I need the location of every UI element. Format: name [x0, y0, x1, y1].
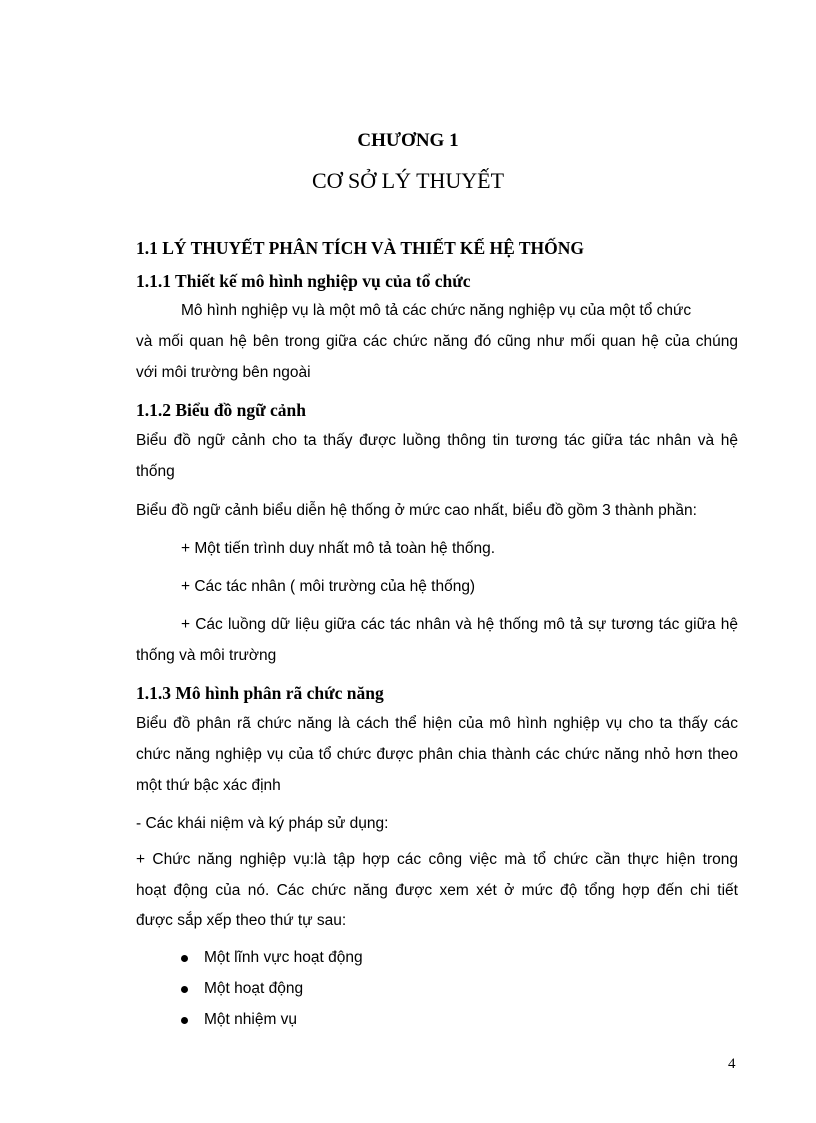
paragraph-line: với môi trường bên ngoài	[136, 364, 311, 381]
chapter-title: CƠ SỞ LÝ THUYẾT	[311, 168, 505, 193]
bullet-icon	[181, 986, 188, 993]
paragraph-line: - Các khái niệm và ký pháp sử dụng:	[136, 815, 389, 832]
list-item-continuation: thống và môi trường	[136, 647, 277, 664]
chapter-number: CHƯƠNG 1	[357, 130, 459, 151]
section-1-1-3-heading: 1.1.3 Mô hình phân rã chức năng	[136, 683, 384, 703]
list-item: + Một tiến trình duy nhất mô tả toàn hệ thống.	[181, 540, 496, 557]
section-1-1-heading: 1.1 LÝ THUYẾT PHÂN TÍCH VÀ THIẾT KẾ HỆ THỐNG	[136, 238, 584, 258]
page-number: 4	[728, 1056, 736, 1072]
section-1-1-1-heading: 1.1.1 Thiết kế mô hình nghiệp vụ của tổ chức	[136, 271, 471, 291]
paragraph-line: Mô hình nghiệp vụ là một mô tả các chức năng nghiệp vụ của một tổ chức	[181, 302, 692, 319]
paragraph-line: Biểu đồ phân rã chức năng là cách thể hiện của mô hình nghiệp vụ cho ta thấy các	[136, 715, 738, 732]
paragraph-line: hoạt động của nó. Các chức năng được xem xét ở mức độ tổng hợp đến chi tiết	[136, 882, 738, 899]
paragraph-line: thống	[136, 463, 175, 480]
bullet-item: Một hoạt động	[204, 980, 304, 997]
section-1-1-2-heading: 1.1.2 Biểu đồ ngữ cảnh	[136, 400, 306, 420]
paragraph-line: Biểu đồ ngữ cảnh cho ta thấy được luồng thông tin tương tác giữa tác nhân và hệ	[136, 432, 738, 449]
paragraph-line: Biểu đồ ngữ cảnh biểu diễn hệ thống ở mức cao nhất, biểu đồ gồm 3 thành phần:	[136, 502, 697, 519]
paragraph-line: + Chức năng nghiệp vụ:là tập hợp các công việc mà tổ chức cần thực hiện trong	[136, 851, 738, 868]
paragraph-line: chức năng nghiệp vụ của tổ chức được phân chia thành các chức năng nhỏ hơn theo	[136, 746, 738, 763]
bullet-icon	[181, 955, 188, 962]
list-item: + Các luồng dữ liệu giữa các tác nhân và hệ thống mô tả sự tương tác giữa hệ	[181, 616, 738, 633]
paragraph-line: một thứ bậc xác định	[136, 777, 281, 794]
list-item: + Các tác nhân ( môi trường của hệ thống)	[181, 578, 476, 595]
bullet-item: Một lĩnh vực hoạt động	[204, 949, 363, 966]
paragraph-line: được sắp xếp theo thứ tự sau:	[136, 912, 347, 929]
paragraph-line: và mối quan hệ bên trong giữa các chức năng đó cũng như mối quan hệ của chúng	[136, 333, 738, 350]
bullet-icon	[181, 1017, 188, 1024]
bullet-item: Một nhiệm vụ	[204, 1011, 298, 1028]
